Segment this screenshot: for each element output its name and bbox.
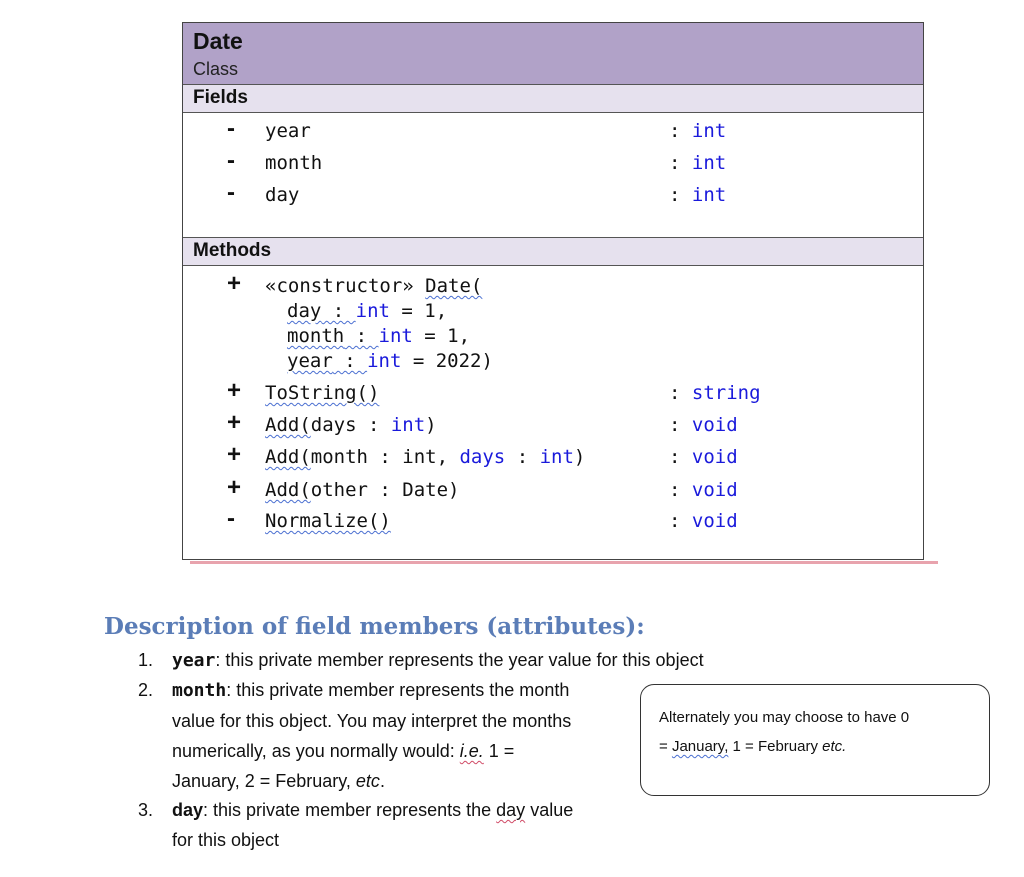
list-number: 2. (138, 680, 154, 700)
constructor-stereotype: «constructor» (265, 275, 414, 297)
description-title: Description of field members (attributes): (104, 613, 645, 640)
term: month (172, 680, 227, 701)
uml-class-header (183, 23, 923, 85)
return-type: void (691, 479, 738, 501)
visibility-private: - (227, 115, 235, 142)
methods-header (183, 237, 923, 266)
visibility-private: - (227, 147, 235, 174)
fields-header (183, 84, 923, 113)
term: year (172, 650, 216, 671)
method-signature: Add(days : int) (265, 414, 437, 436)
list-number: 3. (138, 800, 154, 820)
list-number: 1. (138, 650, 154, 670)
uml-underline-decoration (190, 561, 938, 564)
return-type: string (691, 382, 761, 404)
constructor-param: year : int = 2022) (287, 350, 493, 372)
fields-header-label: Fields (193, 87, 248, 108)
constructor-param: day : int = 1, (287, 300, 448, 322)
field-name: day (265, 184, 300, 206)
visibility-public: + (227, 441, 242, 468)
method-signature: Add(other : Date) (265, 479, 460, 501)
return-type: void (691, 510, 738, 532)
field-name: year (265, 120, 311, 142)
visibility-public: + (227, 409, 242, 436)
type-separator: : (669, 184, 681, 206)
class-kind: Class (193, 59, 239, 79)
field-type: int (691, 152, 727, 174)
list-item-day: day: this private member represents the day value for this object (172, 800, 574, 850)
type-separator: : (669, 152, 681, 174)
list-item-year: year: this private member represents the year value for this object (172, 650, 704, 671)
list-item-month: month: this private member represents the month value for this object. You may interpret the months numerically, as you normally would: i.e. 1 = January, 2 = February, etc. (172, 680, 572, 791)
method-signature: Normalize() (265, 510, 391, 532)
visibility-public: + (227, 377, 242, 404)
note-line: Alternately you may choose to have 0 (659, 709, 910, 726)
note-box (640, 684, 990, 796)
term: day (172, 800, 204, 820)
class-name: Date (193, 28, 243, 54)
return-type: void (691, 446, 738, 468)
visibility-public: + (227, 474, 242, 501)
uml-class-box: Date Class Fields - year : int - month : int - day : int Methods + «constructor» Date( day : int = 1, month : int = 1, year : int = 2022) + ToString() : string + Add(days : int) : void + Add(month : int, days : int) : void + Add(other : Date) : void - Normalize() : void (182, 22, 924, 560)
type-separator: : (669, 120, 681, 142)
method-signature: ToString() (265, 382, 380, 404)
field-type: int (691, 120, 727, 142)
method-signature: Add(month : int, days : int) (265, 446, 586, 468)
visibility-private: - (227, 179, 235, 206)
visibility-public: + (227, 270, 242, 297)
visibility-private: - (227, 505, 235, 532)
methods-header-label: Methods (193, 240, 272, 261)
note-line: = January, 1 = February etc. (659, 738, 847, 755)
field-name: month (265, 152, 323, 174)
field-type: int (691, 184, 727, 206)
constructor-name: Date( (425, 275, 483, 297)
constructor-param: month : int = 1, (287, 325, 471, 347)
return-type: void (691, 414, 738, 436)
